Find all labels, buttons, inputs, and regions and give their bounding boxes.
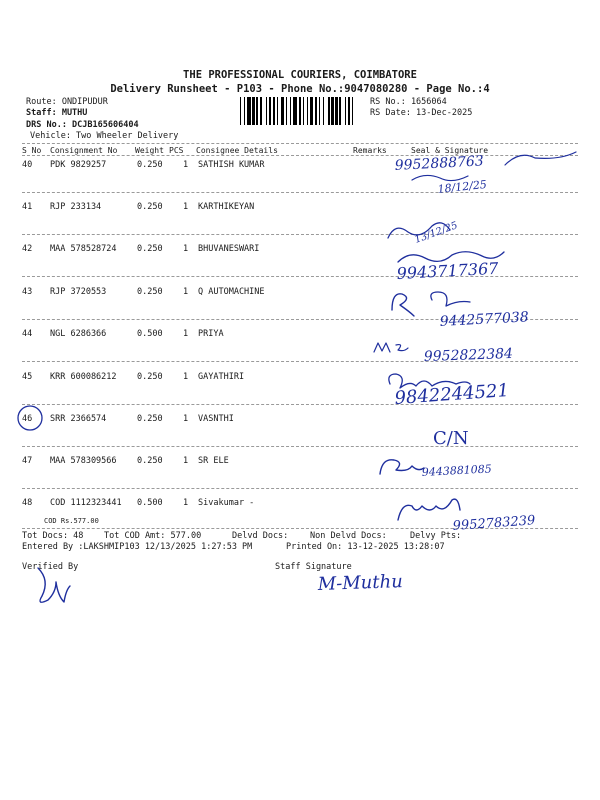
col-consignee: Consignee Details — [196, 146, 278, 155]
col-seal: Seal & Signature — [411, 146, 489, 155]
signature-stroke — [388, 223, 450, 238]
col-pcs: PCS — [169, 146, 184, 155]
col-weight: Weight — [135, 146, 164, 155]
signature-stroke — [389, 374, 470, 388]
row-weight: 0.250 — [137, 372, 163, 382]
row-consignee: GAYATHIRI — [198, 372, 245, 382]
row-weight: 0.500 — [137, 498, 163, 508]
row-pcs: 1 — [183, 202, 189, 212]
phone-7: 9952783239 — [452, 513, 536, 534]
row-divider — [22, 361, 578, 362]
cn-mark: C/N — [433, 428, 469, 449]
row-sno: 40 — [22, 160, 33, 170]
phone-3: 9442577038 — [439, 309, 530, 330]
signature-stroke — [431, 292, 470, 306]
row-consignment: MAA 578528724 — [50, 244, 117, 254]
verifier-signature — [38, 568, 70, 602]
row-sno: 45 — [22, 372, 33, 382]
row-consignee: VASNTHI — [198, 414, 234, 424]
row-sno: 48 — [22, 498, 33, 508]
rs-date: RS Date: 13-Dec-2025 — [370, 108, 473, 118]
phone-2: 9943717367 — [396, 258, 499, 283]
row-pcs: 1 — [183, 287, 189, 297]
row-divider — [22, 488, 578, 489]
row-pcs: 1 — [183, 160, 189, 170]
total-docs: Tot Docs: 48 — [22, 531, 84, 541]
row-pcs: 1 — [183, 456, 189, 466]
row-divider — [22, 446, 578, 447]
row-weight: 0.250 — [137, 244, 163, 254]
total-cod-amount: Tot COD Amt: 577.00 — [104, 531, 202, 541]
row-consignment: MAA 578309566 — [50, 456, 117, 466]
row-consignee: Q AUTOMACHINE — [198, 287, 265, 297]
signature-stroke — [398, 499, 460, 520]
row-consignment: NGL 6286366 — [50, 329, 107, 339]
row-pcs: 1 — [183, 244, 189, 254]
row-consignment: PDK 9829257 — [50, 160, 107, 170]
row-divider — [22, 276, 578, 277]
route-label: Route: ONDIPUDUR — [26, 97, 108, 107]
barcode — [240, 97, 366, 125]
staff-label: Staff: MUTHU — [26, 108, 88, 118]
header-top-rule — [22, 143, 578, 144]
phone-5: 9842244521 — [393, 380, 510, 409]
col-remarks: Remarks — [353, 146, 387, 155]
delivery-points: Delvy Pts: — [410, 531, 462, 541]
row-weight: 0.250 — [137, 202, 163, 212]
row-divider — [22, 234, 578, 235]
staff-signature-label: Staff Signature — [275, 562, 352, 572]
row-consignment: KRR 600086212 — [50, 372, 117, 382]
row-weight: 0.250 — [137, 456, 163, 466]
row-sno: 46 — [22, 414, 33, 424]
delivered-docs: Delvd Docs: — [232, 531, 289, 541]
signature-stroke — [380, 460, 424, 474]
row-sno: 43 — [22, 287, 33, 297]
row-consignment: RJP 3720553 — [50, 287, 107, 297]
row-consignee: SR ELE — [198, 456, 229, 466]
phone-1: 9952888763 — [394, 153, 485, 174]
drs-number: DRS No.: DCJB165606404 — [26, 120, 139, 130]
row-divider — [22, 319, 578, 320]
row-pcs: 1 — [183, 414, 189, 424]
col-sno: S No — [22, 146, 42, 155]
row-sno: 44 — [22, 329, 33, 339]
row-consignee: SATHISH KUMAR — [198, 160, 265, 170]
non-delivered-docs: Non Delvd Docs: — [310, 531, 387, 541]
row-pcs: 1 — [183, 372, 189, 382]
row-divider — [22, 404, 578, 405]
row-consignee: Sivakumar - — [198, 498, 255, 508]
staff-signature: M-Muthu — [317, 571, 404, 595]
row-weight: 0.250 — [137, 160, 163, 170]
row-consignee: BHUVANESWARI — [198, 244, 260, 254]
row-weight: 0.250 — [137, 287, 163, 297]
cod-note: COD Rs.577.00 — [44, 517, 99, 525]
barcode-bar — [353, 97, 355, 125]
row-consignee: KARTHIKEYAN — [198, 202, 255, 212]
runsheet-title: Delivery Runsheet - P103 - Phone No.:9047080280 - Page No.:4 — [110, 83, 490, 95]
row-consignment: RJP 233134 — [50, 202, 102, 212]
signature-stroke — [505, 152, 576, 165]
row-consignment: SRR 2366574 — [50, 414, 107, 424]
row-pcs: 1 — [183, 498, 189, 508]
row-sno: 47 — [22, 456, 33, 466]
signature-stroke — [398, 252, 504, 262]
phone-4: 9952822384 — [423, 345, 514, 365]
row-sno: 41 — [22, 202, 33, 212]
col-consignment: Consignment No — [50, 146, 118, 155]
row-divider — [22, 192, 578, 193]
footer-top-rule — [22, 528, 578, 529]
signature-stroke — [392, 294, 414, 316]
phone-6: 9443881085 — [421, 462, 493, 479]
date-1: 18/12/25 — [436, 177, 488, 196]
row-weight: 0.500 — [137, 329, 163, 339]
row-consignee: PRIYA — [198, 329, 224, 339]
vehicle-label: Vehicle: Two Wheeler Delivery — [30, 131, 179, 141]
row-consignment: COD 1112323441 — [50, 498, 122, 508]
header-bottom-rule — [22, 155, 578, 156]
row-sno: 42 — [22, 244, 33, 254]
row-pcs: 1 — [183, 329, 189, 339]
printed-on: Printed On: 13-12-2025 13:28:07 — [286, 542, 445, 552]
verified-by-label: Verified By — [22, 562, 79, 572]
date-2: 13/12/25 — [413, 220, 460, 246]
company-title: THE PROFESSIONAL COURIERS, COIMBATORE — [183, 69, 417, 81]
row-weight: 0.250 — [137, 414, 163, 424]
signature-stroke — [412, 175, 468, 180]
signature-stroke — [374, 343, 408, 352]
entered-by: Entered By :LAKSHMIP103 12/13/2025 1:27:53 PM — [22, 542, 253, 552]
rs-number: RS No.: 1656064 — [370, 97, 447, 107]
